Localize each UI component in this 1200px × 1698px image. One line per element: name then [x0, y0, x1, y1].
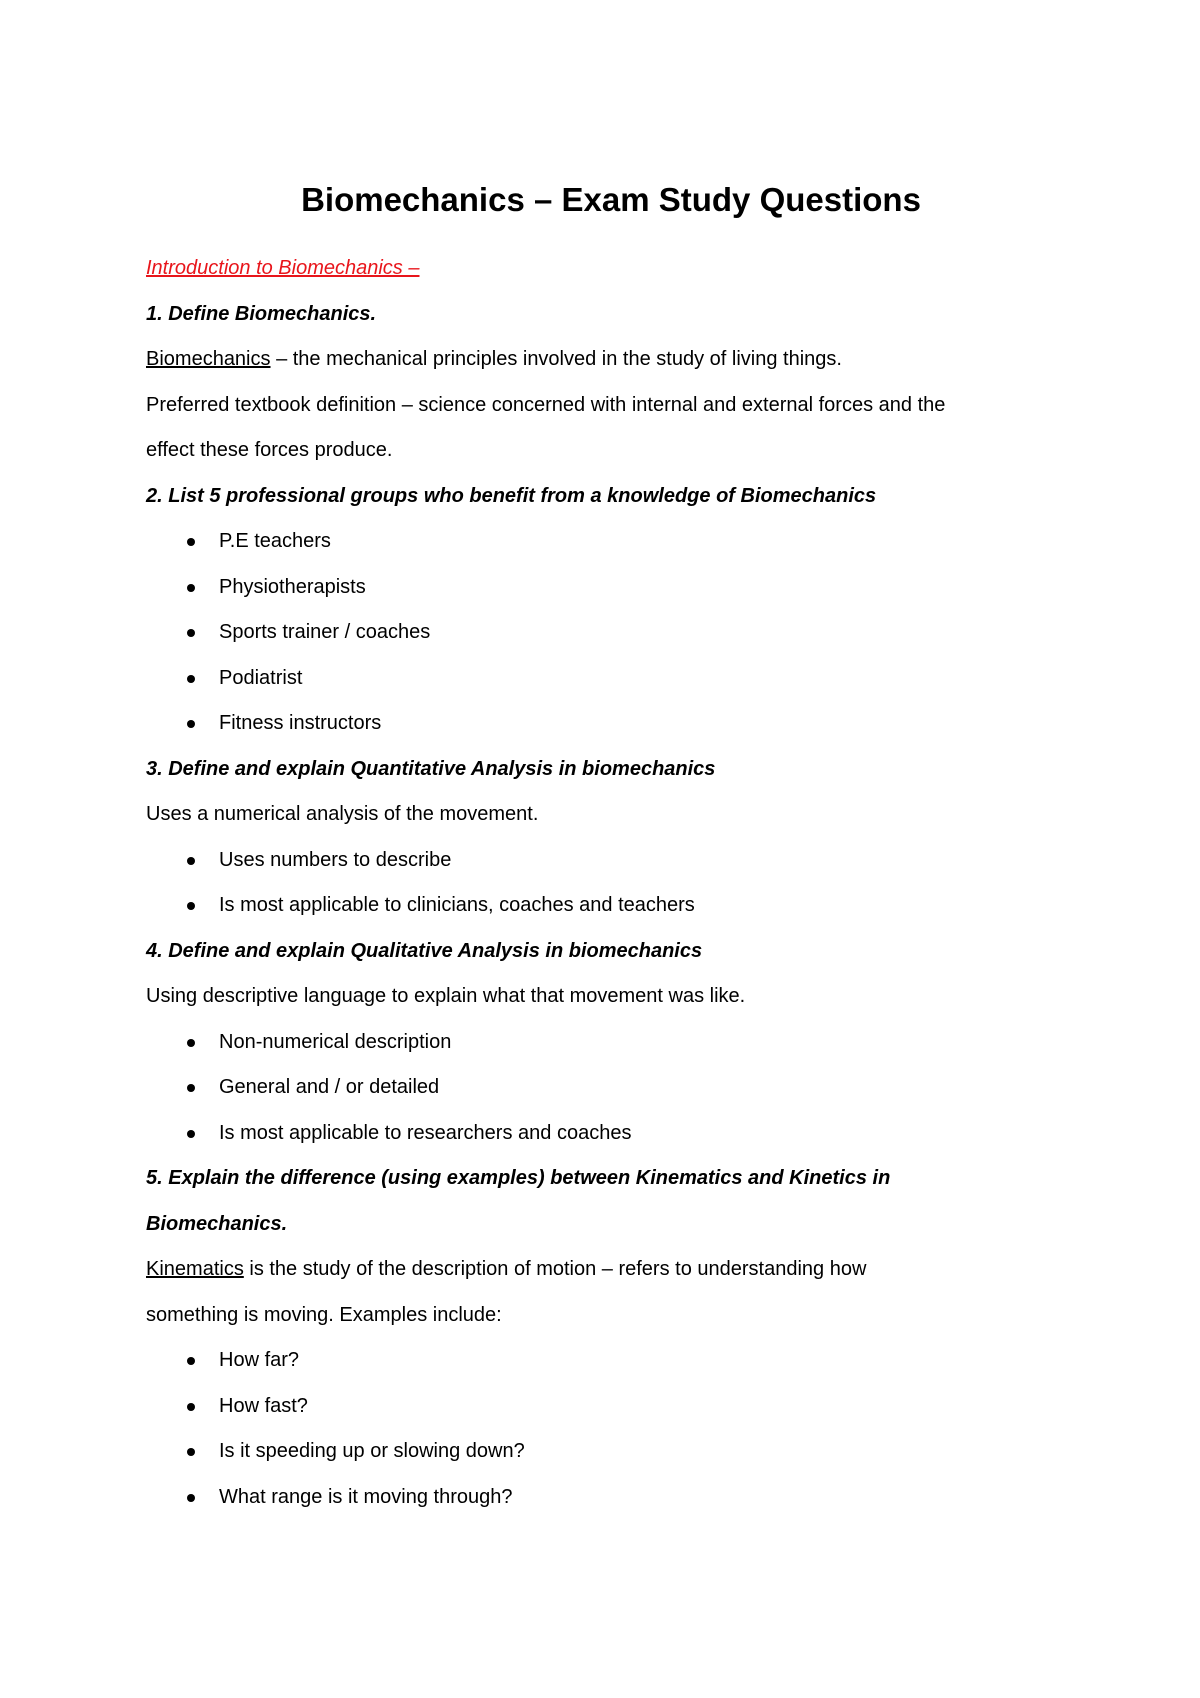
list-item-text: P.E teachers	[219, 530, 331, 552]
list-item	[146, 1111, 1076, 1157]
q5-answer-line-1	[146, 1247, 1076, 1293]
bullet-icon	[187, 857, 195, 865]
document-body	[146, 176, 1076, 1520]
list-item	[146, 1475, 1076, 1521]
bullet-icon	[187, 584, 195, 592]
list-item	[146, 565, 1076, 611]
q4-bullet-list	[146, 1020, 1076, 1157]
bullet-icon	[187, 720, 195, 728]
list-item	[146, 1338, 1076, 1384]
q1-term: Biomechanics	[146, 348, 271, 370]
list-item-text: Is it speeding up or slowing down?	[219, 1440, 525, 1462]
list-item	[146, 656, 1076, 702]
question-2: 2. List 5 professional groups who benefit from a knowledge of Biomechanics	[146, 484, 877, 507]
q1-definition	[146, 337, 1076, 383]
q3-bullet-list	[146, 838, 1076, 929]
list-item	[146, 1429, 1076, 1475]
bullet-icon	[187, 1130, 195, 1138]
list-item-text: How far?	[219, 1349, 300, 1371]
q1-textbook-line-2: effect these forces produce.	[146, 439, 393, 461]
list-item-text: Is most applicable to clinicians, coaches and teachers	[219, 894, 695, 916]
q5-answer-line-2: something is moving. Examples include:	[146, 1303, 502, 1326]
bullet-icon	[187, 538, 195, 546]
document-title: Biomechanics – Exam Study Questions	[301, 181, 921, 218]
list-item-text: How fast?	[219, 1394, 308, 1417]
question-4: 4. Define and explain Qualitative Analysis in biomechanics	[146, 939, 703, 962]
list-item-text: Is most applicable to researchers and coaches	[219, 1121, 632, 1144]
q4-answer: Using descriptive language to explain what that movement was like.	[146, 985, 746, 1007]
bullet-icon	[187, 675, 195, 683]
question-1: 1. Define Biomechanics.	[146, 302, 377, 325]
list-item	[146, 1384, 1076, 1430]
list-item-text: Sports trainer / coaches	[219, 621, 431, 643]
bullet-icon	[187, 1494, 195, 1502]
bullet-icon	[187, 1403, 195, 1411]
list-item	[146, 519, 1076, 565]
list-item-text: Uses numbers to describe	[219, 848, 452, 871]
q5-answer-text: is the study of the description of motion – refers to understanding how	[243, 1258, 867, 1280]
q1-textbook-line-1: Preferred textbook definition – science concerned with internal and external forces and the	[146, 393, 946, 416]
list-item	[146, 883, 1076, 929]
question-5-line-1: 5. Explain the difference (using examples) between Kinematics and Kinetics in	[146, 1167, 891, 1189]
list-item-text: Podiatrist	[219, 666, 303, 689]
bullet-icon	[187, 902, 195, 910]
list-item	[146, 1065, 1076, 1111]
list-item	[146, 610, 1076, 656]
q2-bullet-list	[146, 519, 1076, 747]
list-item	[146, 838, 1076, 884]
bullet-icon	[187, 629, 195, 637]
list-item-text: Fitness instructors	[219, 712, 382, 734]
bullet-icon	[187, 1084, 195, 1092]
q3-answer: Uses a numerical analysis of the movement.	[146, 803, 539, 825]
list-item	[146, 1020, 1076, 1066]
q5-term: Kinematics	[146, 1258, 244, 1280]
question-5-line-2: Biomechanics.	[146, 1212, 288, 1235]
q1-definition-text: – the mechanical principles involved in the study of living things.	[270, 348, 842, 370]
list-item	[146, 701, 1076, 747]
list-item-text: What range is it moving through?	[219, 1485, 513, 1508]
question-3: 3. Define and explain Quantitative Analysis in biomechanics	[146, 757, 716, 780]
list-item-text: Physiotherapists	[219, 575, 366, 598]
bullet-icon	[187, 1448, 195, 1456]
list-item-text: General and / or detailed	[219, 1076, 440, 1098]
q5-bullet-list	[146, 1338, 1076, 1520]
list-item-text: Non-numerical description	[219, 1030, 452, 1053]
bullet-icon	[187, 1039, 195, 1047]
bullet-icon	[187, 1357, 195, 1365]
section-heading: Introduction to Biomechanics –	[146, 257, 420, 279]
